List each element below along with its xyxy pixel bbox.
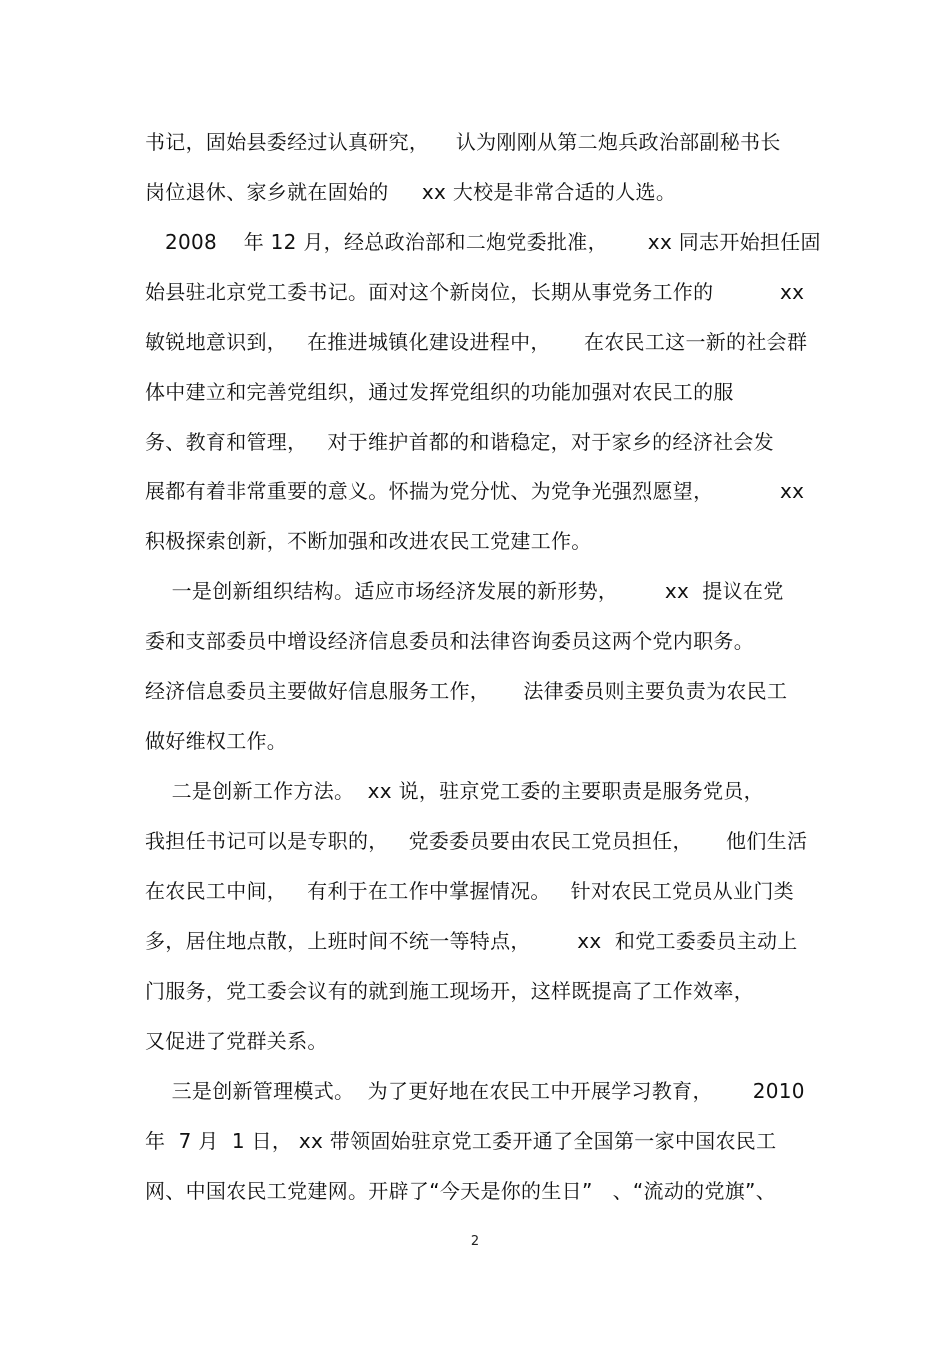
text-line: 三是创新管理模式。 为了更好地在农民工中开展学习教育， 2010 <box>145 1079 805 1103</box>
page-number: 2 <box>470 1234 480 1249</box>
text-line: 做好维权工作。 <box>145 729 288 753</box>
text-line: 一是创新组织结构。适应市场经济发展的新形势， xx 提议在党 <box>145 579 784 603</box>
text-line: 展都有着非常重要的意义。怀揣为党分忧、为党争光强烈愿望， xx <box>145 479 805 503</box>
text-line: 在农民工中间， 有利于在工作中掌握情况。 针对农民工党员从业门类 <box>145 879 794 903</box>
text-line: 网、中国农民工党建网。开辟了“今天是你的生日” 、“流动的党旗”、 <box>145 1179 777 1203</box>
text-line: 体中建立和完善党组织，通过发挥党组织的功能加强对农民工的服 <box>145 380 734 404</box>
text-line: 敏锐地意识到， 在推进城镇化建设进程中， 在农民工这一新的社会群 <box>145 330 808 354</box>
text-line: 岗位退休、家乡就在固始的 xx 大校是非常合适的人选。 <box>145 180 677 204</box>
text-line: 书记，固始县委经过认真研究， 认为刚刚从第二炮兵政治部副秘书长 <box>145 130 781 154</box>
text-line: 经济信息委员主要做好信息服务工作， 法律委员则主要负责为农民工 <box>145 679 788 703</box>
text-line: 积极探索创新，不断加强和改进农民工党建工作。 <box>145 529 592 553</box>
text-line: 委和支部委员中增设经济信息委员和法律咨询委员这两个党内职务。 <box>145 629 754 653</box>
text-line: 2008 年 12 月，经总政治部和二炮党委批准， xx 同志开始担任固 <box>145 230 821 254</box>
text-line: 又促进了党群关系。 <box>145 1029 328 1053</box>
text-line: 我担任书记可以是专职的， 党委委员要由农民工党员担任， 他们生活 <box>145 829 808 853</box>
text-line: 始县驻北京党工委书记。面对这个新岗位，长期从事党务工作的 xx <box>145 280 805 304</box>
text-line: 务、教育和管理， 对于维护首都的和谐稳定，对于家乡的经济社会发 <box>145 430 774 454</box>
text-line: 年 7 月 1 日， xx 带领固始驻京党工委开通了全国第一家中国农民工 <box>145 1129 777 1153</box>
text-line: 二是创新工作方法。 xx 说，驻京党工委的主要职责是服务党员， <box>145 779 764 803</box>
text-line: 多，居住地点散，上班时间不统一等特点， xx 和党工委委员主动上 <box>145 929 798 953</box>
text-line: 门服务，党工委会议有的就到施工现场开，这样既提高了工作效率， <box>145 979 754 1003</box>
